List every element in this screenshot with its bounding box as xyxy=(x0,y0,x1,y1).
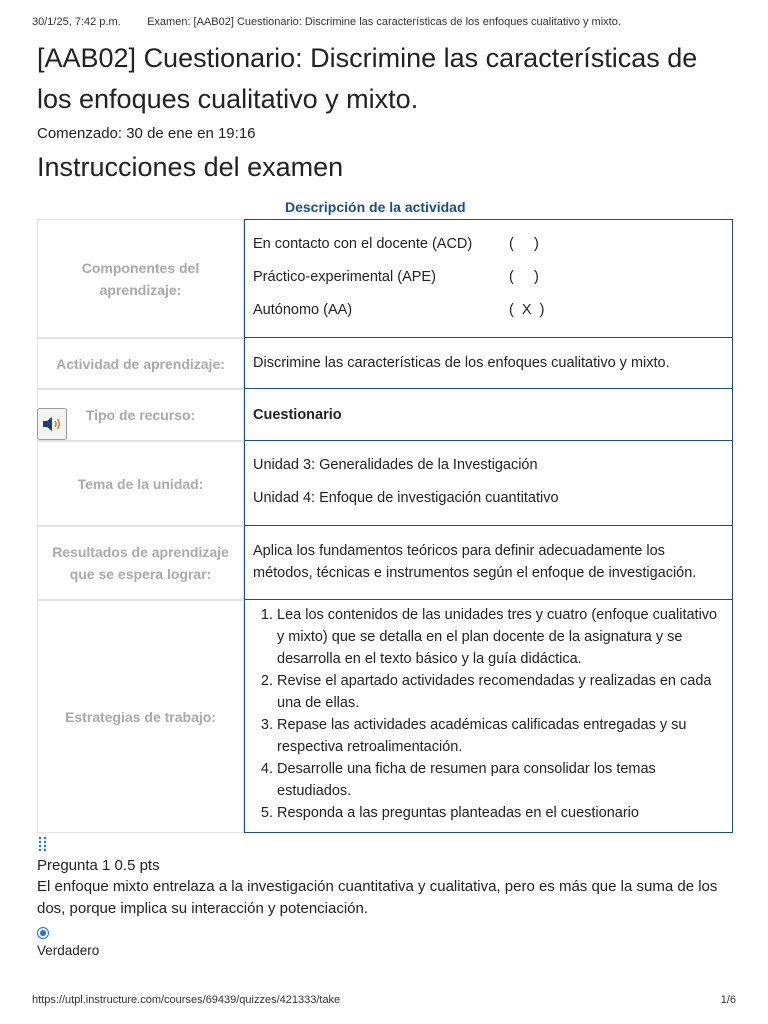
resource-type-text: Cuestionario xyxy=(253,406,342,423)
drag-handle-icon[interactable] xyxy=(38,836,48,857)
strategies-list xyxy=(253,604,726,824)
quiz-title: [AAB02] Cuestionario: Discrimine las características de los enfoques cualitativo y mixto. xyxy=(37,43,698,114)
row-label: Resultados de aprendizaje que se espera lograr: xyxy=(37,526,244,600)
answer-radio-selected[interactable] xyxy=(37,927,49,939)
print-footer xyxy=(32,994,736,1008)
component-acd-label: En contacto con el docente (ACD) xyxy=(253,236,473,252)
learning-outcome-text: Aplica los fundamentos teóricos para definir adecuadamente los métodos, técnicas e instrumentos según el enfoque de investigación. xyxy=(253,543,697,581)
strategy-item: 3. Repase las actividades académicas calificadas entregadas y su respectiva retroalimentación. xyxy=(277,714,726,758)
strategy-item: 1. Lea los contenidos de las unidades tres y cuatro (enfoque cualitativo y mixto) que se detalla en el plan docente de la asignatura y se desarrolla en el texto básico y la guía didáctica. xyxy=(277,604,726,670)
row-value xyxy=(244,338,733,389)
row-value xyxy=(244,219,733,338)
print-url: https://utpl.instructure.com/courses/69439/quizzes/421333/take xyxy=(32,994,341,1006)
row-label: Componentes del aprendizaje: xyxy=(37,219,244,338)
print-header xyxy=(32,16,736,30)
component-ape-label: Práctico-experimental (APE) xyxy=(253,269,436,285)
question-text: El enfoque mixto entrelaza a la investigación cuantitativa y cualitativa, pero es más que la suma de los dos, porque implica su interacción y potenciación. xyxy=(37,878,718,917)
instructions-heading: Instrucciones del examen xyxy=(37,152,344,182)
strategy-item: 5. Responda a las preguntas planteadas en el cuestionario xyxy=(277,802,726,824)
started-at: Comenzado: 30 de ene en 19:16 xyxy=(37,125,256,142)
question-header: Pregunta 1 0.5 pts xyxy=(37,857,160,874)
row-label: Tipo de recurso: xyxy=(37,389,244,441)
print-page-number: 1/6 xyxy=(720,994,736,1006)
table-row xyxy=(37,338,733,389)
row-label: Actividad de aprendizaje: xyxy=(37,338,244,389)
table-row xyxy=(37,526,733,600)
row-value xyxy=(244,600,733,833)
component-aa-label: Autónomo (AA) xyxy=(253,302,353,318)
strategy-item: 4. Desarrolle una ficha de resumen para consolidar los temas estudiados. xyxy=(277,758,726,802)
table-row xyxy=(37,389,733,441)
row-label: Tema de la unidad: xyxy=(37,441,244,526)
table-row xyxy=(37,600,733,833)
table-row xyxy=(37,219,733,338)
print-page-title: Examen: [AAB02] Cuestionario: Discrimine las características de los enfoques cualitativo y mixto. xyxy=(147,16,621,28)
component-ape-mark: ( ) xyxy=(509,269,539,285)
row-value xyxy=(244,441,733,526)
row-value xyxy=(244,526,733,600)
component-acd-mark: ( ) xyxy=(509,236,539,252)
component-aa-mark: ( X ) xyxy=(509,302,545,318)
row-label: Estrategias de trabajo: xyxy=(37,600,244,833)
unit-item: Unidad 4: Enfoque de investigación cuantitativo xyxy=(253,490,559,506)
audio-button[interactable] xyxy=(37,408,67,440)
speaker-icon xyxy=(41,414,63,434)
print-date: 30/1/25, 7:42 p.m. xyxy=(32,16,121,28)
activity-text: Discrimine las características de los enfoques cualitativo y mixto. xyxy=(253,355,670,371)
table-row xyxy=(37,441,733,526)
answer-label: Verdadero xyxy=(37,943,100,958)
strategy-item: 2. Revise el apartado actividades recomendadas y realizadas en cada una de ellas. xyxy=(277,670,726,714)
row-value xyxy=(244,389,733,441)
unit-item: Unidad 3: Generalidades de la Investigación xyxy=(253,457,538,473)
table-caption: Descripción de la actividad xyxy=(285,199,466,215)
